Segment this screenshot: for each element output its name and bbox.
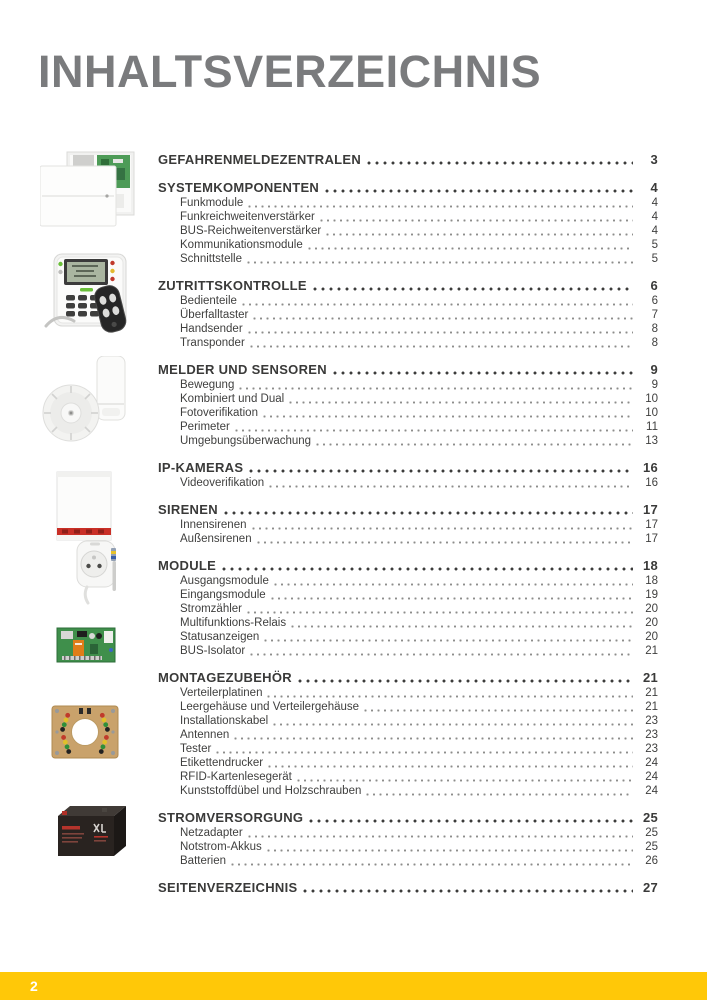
dotted-leader <box>234 737 633 740</box>
dotted-leader <box>325 189 633 193</box>
toc-sub-entry[interactable] <box>158 210 658 224</box>
toc-section <box>158 277 658 350</box>
dotted-leader <box>263 415 633 418</box>
toc-sub-entry-label: Kommunikationsmodule <box>180 239 303 251</box>
toc-section <box>158 557 658 658</box>
toc <box>158 151 658 907</box>
toc-sub-entry-page-number: 4 <box>651 211 658 223</box>
toc-sub-entry-label: Bewegung <box>180 379 235 391</box>
toc-sub-entry-page-number: 6 <box>651 295 658 307</box>
toc-section <box>158 501 658 546</box>
dotted-leader <box>252 527 634 530</box>
toc-sub-entry-label: Überfalltaster <box>180 309 249 321</box>
toc-section <box>158 879 658 896</box>
toc-sub-entry[interactable] <box>158 616 658 630</box>
dotted-leader <box>289 401 633 404</box>
toc-sub-entry[interactable] <box>158 700 658 714</box>
toc-sub-entry-page-number: 20 <box>645 603 658 615</box>
dotted-leader <box>271 597 633 600</box>
toc-sub-entry[interactable] <box>158 518 658 532</box>
toc-sub-entry-label: Batterien <box>180 855 227 867</box>
toc-sub-entry-page-number: 9 <box>651 379 658 391</box>
toc-section-entry-page-number: 16 <box>642 460 658 475</box>
toc-sub-entry-label: Eingangsmodule <box>180 589 266 601</box>
toc-sub-entry-label: Fotoverifikation <box>180 407 258 419</box>
dotted-leader <box>308 247 633 250</box>
toc-sub-entry[interactable] <box>158 826 658 840</box>
dotted-leader <box>257 541 633 544</box>
alarm-control-panel-image <box>40 150 136 230</box>
toc-sub-entry[interactable] <box>158 630 658 644</box>
keypad-with-remote-image <box>42 252 132 334</box>
toc-section-entry[interactable] <box>158 361 658 378</box>
toc-sub-entry[interactable] <box>158 308 658 322</box>
dotted-leader <box>267 849 633 852</box>
toc-sub-entry[interactable] <box>158 742 658 756</box>
toc-sub-entry-label: Leergehäuse und Verteilergehäuse <box>180 701 360 713</box>
toc-section-entry[interactable] <box>158 809 658 826</box>
toc-section <box>158 151 658 168</box>
dotted-leader <box>216 751 633 754</box>
toc-sub-entry[interactable] <box>158 532 658 546</box>
toc-section-entry-label: ZUTRITTSKONTROLLE <box>158 278 307 293</box>
dotted-leader <box>222 567 633 571</box>
dotted-leader <box>333 371 633 375</box>
toc-section-entry-label: SYSTEMKOMPONENTEN <box>158 180 320 195</box>
toc-sub-entry[interactable] <box>158 252 658 266</box>
toc-sub-entry-page-number: 21 <box>645 687 658 699</box>
toc-sub-entry-label: Netzadapter <box>180 827 243 839</box>
toc-section-entry-page-number: 27 <box>642 880 658 895</box>
toc-sub-entry-label: Funkreichweitenverstärker <box>180 211 315 223</box>
footer-page-number: 2 <box>30 978 38 994</box>
page-title: INHALTSVERZEICHNIS <box>38 46 542 97</box>
toc-section <box>158 459 658 490</box>
dotted-leader <box>239 387 633 390</box>
toc-sub-entry-page-number: 10 <box>645 393 658 405</box>
toc-sub-entry-label: Stromzähler <box>180 603 242 615</box>
toc-sub-entry-label: Notstrom-Akkus <box>180 841 262 853</box>
dotted-leader <box>248 835 633 838</box>
dotted-leader <box>274 583 633 586</box>
dotted-leader <box>298 679 633 683</box>
dotted-leader <box>235 429 633 432</box>
toc-sub-entry-page-number: 8 <box>651 323 658 335</box>
toc-sub-entry-label: Transponder <box>180 337 245 349</box>
toc-sub-entry-page-number: 13 <box>645 435 658 447</box>
toc-section-entry-page-number: 6 <box>650 278 658 293</box>
toc-section-entry-page-number: 21 <box>642 670 658 685</box>
toc-sub-entry[interactable] <box>158 756 658 770</box>
dotted-leader <box>248 331 633 334</box>
toc-sub-entry[interactable] <box>158 854 658 868</box>
toc-sub-entry[interactable] <box>158 378 658 392</box>
toc-sub-entry[interactable] <box>158 294 658 308</box>
dotted-leader <box>267 695 633 698</box>
toc-sub-entry[interactable] <box>158 406 658 420</box>
toc-sub-entry-page-number: 19 <box>645 589 658 601</box>
dotted-leader <box>303 889 633 893</box>
toc-sub-entry-page-number: 20 <box>645 617 658 629</box>
toc-sub-entry-page-number: 24 <box>645 785 658 797</box>
toc-section-entry-label: MELDER UND SENSOREN <box>158 362 327 377</box>
toc-sub-entry-label: Handsender <box>180 323 243 335</box>
dotted-leader <box>242 303 633 306</box>
toc-sub-entry[interactable] <box>158 420 658 434</box>
toc-sub-entry[interactable] <box>158 238 658 252</box>
toc-sub-entry[interactable] <box>158 784 658 798</box>
toc-sub-entry-page-number: 4 <box>651 225 658 237</box>
toc-sub-entry-page-number: 21 <box>645 645 658 657</box>
dotted-leader <box>253 317 633 320</box>
toc-section <box>158 179 658 266</box>
dotted-leader <box>326 233 633 236</box>
toc-sub-entry-page-number: 4 <box>651 197 658 209</box>
toc-sub-entry[interactable] <box>158 686 658 700</box>
dotted-leader <box>309 819 633 823</box>
toc-sub-entry-label: Kunststoffdübel und Holzschrauben <box>180 785 362 797</box>
dotted-leader <box>316 443 633 446</box>
toc-sub-entry[interactable] <box>158 224 658 238</box>
dotted-leader <box>268 765 633 768</box>
dotted-leader <box>231 863 633 866</box>
distribution-board-image <box>50 704 120 760</box>
toc-section-entry-page-number: 9 <box>650 362 658 377</box>
toc-sub-entry[interactable] <box>158 644 658 658</box>
toc-sub-entry-page-number: 17 <box>645 519 658 531</box>
dotted-leader <box>364 709 633 712</box>
toc-sub-entry-page-number: 23 <box>645 729 658 741</box>
dotted-leader <box>250 653 633 656</box>
toc-sub-entry[interactable] <box>158 714 658 728</box>
dotted-leader <box>247 261 633 264</box>
toc-sub-entry-label: BUS-Isolator <box>180 645 246 657</box>
toc-section-entry-label: IP-KAMERAS <box>158 460 244 475</box>
dotted-leader <box>250 345 633 348</box>
toc-sub-entry[interactable] <box>158 476 658 490</box>
toc-sub-entry-page-number: 24 <box>645 757 658 769</box>
toc-section-entry-page-number: 18 <box>642 558 658 573</box>
toc-sub-entry-label: Antennen <box>180 729 230 741</box>
toc-sub-entry[interactable] <box>158 602 658 616</box>
dotted-leader <box>224 511 633 515</box>
toc-sub-entry[interactable] <box>158 336 658 350</box>
toc-section <box>158 809 658 868</box>
dotted-leader <box>313 287 633 291</box>
toc-sub-entry-label: Schnittstelle <box>180 253 243 265</box>
toc-sub-entry-page-number: 17 <box>645 533 658 545</box>
toc-section-entry[interactable] <box>158 557 658 574</box>
toc-sub-entry-page-number: 16 <box>645 477 658 489</box>
toc-sub-entry-label: Außensirenen <box>180 533 252 545</box>
toc-sub-entry-label: Perimeter <box>180 421 230 433</box>
toc-section-entry-page-number: 25 <box>642 810 658 825</box>
toc-section-entry[interactable] <box>158 459 658 476</box>
toc-sub-entry-label: Verteilerplatinen <box>180 687 263 699</box>
toc-sub-entry-page-number: 24 <box>645 771 658 783</box>
toc-sub-entry-label: Etikettendrucker <box>180 757 264 769</box>
toc-sub-entry-page-number: 18 <box>645 575 658 587</box>
toc-sub-entry-page-number: 5 <box>651 239 658 251</box>
toc-sub-entry-label: Statusanzeigen <box>180 631 260 643</box>
dotted-leader <box>320 219 633 222</box>
toc-section-entry[interactable] <box>158 669 658 686</box>
toc-sub-entry-page-number: 11 <box>646 421 658 433</box>
toc-section-entry-label: MODULE <box>158 558 217 573</box>
dotted-leader <box>366 793 633 796</box>
toc-sub-entry-label: Videoverifikation <box>180 477 265 489</box>
toc-section-entry[interactable] <box>158 501 658 518</box>
dotted-leader <box>269 485 633 488</box>
toc-section-entry[interactable] <box>158 179 658 196</box>
dotted-leader <box>248 205 633 208</box>
toc-section <box>158 361 658 448</box>
toc-section-entry-label: STROMVERSORGUNG <box>158 810 304 825</box>
dotted-leader <box>264 639 633 642</box>
toc-sub-entry-page-number: 25 <box>645 827 658 839</box>
toc-sub-entry-label: Tester <box>180 743 212 755</box>
toc-sub-entry[interactable] <box>158 840 658 854</box>
toc-section-entry[interactable] <box>158 277 658 294</box>
toc-sub-entry-label: Multifunktions-Relais <box>180 617 287 629</box>
toc-sub-entry[interactable] <box>158 728 658 742</box>
toc-sub-entry-page-number: 20 <box>645 631 658 643</box>
motion-and-smoke-detector-image <box>40 356 132 442</box>
toc-section-entry[interactable] <box>158 879 658 896</box>
toc-sub-entry[interactable] <box>158 574 658 588</box>
toc-sub-entry-page-number: 10 <box>645 407 658 419</box>
toc-sub-entry-label: BUS-Reichweitenverstärker <box>180 225 322 237</box>
toc-section-entry-label: MONTAGEZUBEHÖR <box>158 670 292 685</box>
toc-sub-entry-label: Umgebungsüberwachung <box>180 435 312 447</box>
backup-battery-image <box>52 802 130 858</box>
dotted-leader <box>247 611 633 614</box>
toc-sub-entry-page-number: 23 <box>645 715 658 727</box>
circuit-board-module-image <box>56 626 116 664</box>
toc-sub-entry-page-number: 8 <box>651 337 658 349</box>
toc-sub-entry-label: Installationskabel <box>180 715 269 727</box>
toc-sub-entry-label: Funkmodule <box>180 197 244 209</box>
toc-sub-entry-page-number: 5 <box>651 253 658 265</box>
toc-sub-entry-page-number: 26 <box>645 855 658 867</box>
toc-sub-entry-label: Innensirenen <box>180 519 247 531</box>
dotted-leader <box>297 779 633 782</box>
toc-sub-entry-label: RFID-Kartenlesegerät <box>180 771 292 783</box>
toc-sub-entry[interactable] <box>158 770 658 784</box>
dotted-leader <box>367 161 633 165</box>
dotted-leader <box>249 469 633 473</box>
dotted-leader <box>273 723 633 726</box>
toc-section-entry-label: SEITENVERZEICHNIS <box>158 880 298 895</box>
toc-sub-entry-page-number: 25 <box>645 841 658 853</box>
toc-sub-entry[interactable] <box>158 434 658 448</box>
dotted-leader <box>291 625 633 628</box>
toc-sub-entry[interactable] <box>158 322 658 336</box>
toc-section-entry-page-number: 4 <box>650 180 658 195</box>
toc-sub-entry-page-number: 7 <box>651 309 658 321</box>
toc-sub-entry-label: Ausgangsmodule <box>180 575 269 587</box>
toc-sub-entry[interactable] <box>158 392 658 406</box>
toc-section-entry-page-number: 17 <box>642 502 658 517</box>
toc-sub-entry[interactable] <box>158 196 658 210</box>
footer-bar <box>0 972 707 1000</box>
toc-sub-entry-label: Bedienteile <box>180 295 237 307</box>
toc-sub-entry-page-number: 23 <box>645 743 658 755</box>
toc-section-entry-label: SIRENEN <box>158 502 218 517</box>
toc-section <box>158 669 658 798</box>
toc-sub-entry-page-number: 21 <box>645 701 658 713</box>
siren-and-plug-module-image <box>53 470 131 606</box>
toc-section-entry-label: GEFAHRENMELDEZENTRALEN <box>158 152 362 167</box>
toc-sub-entry[interactable] <box>158 588 658 602</box>
toc-section-entry-page-number: 3 <box>650 152 658 167</box>
toc-sub-entry-label: Kombiniert und Dual <box>180 393 285 405</box>
toc-section-entry[interactable] <box>158 151 658 168</box>
